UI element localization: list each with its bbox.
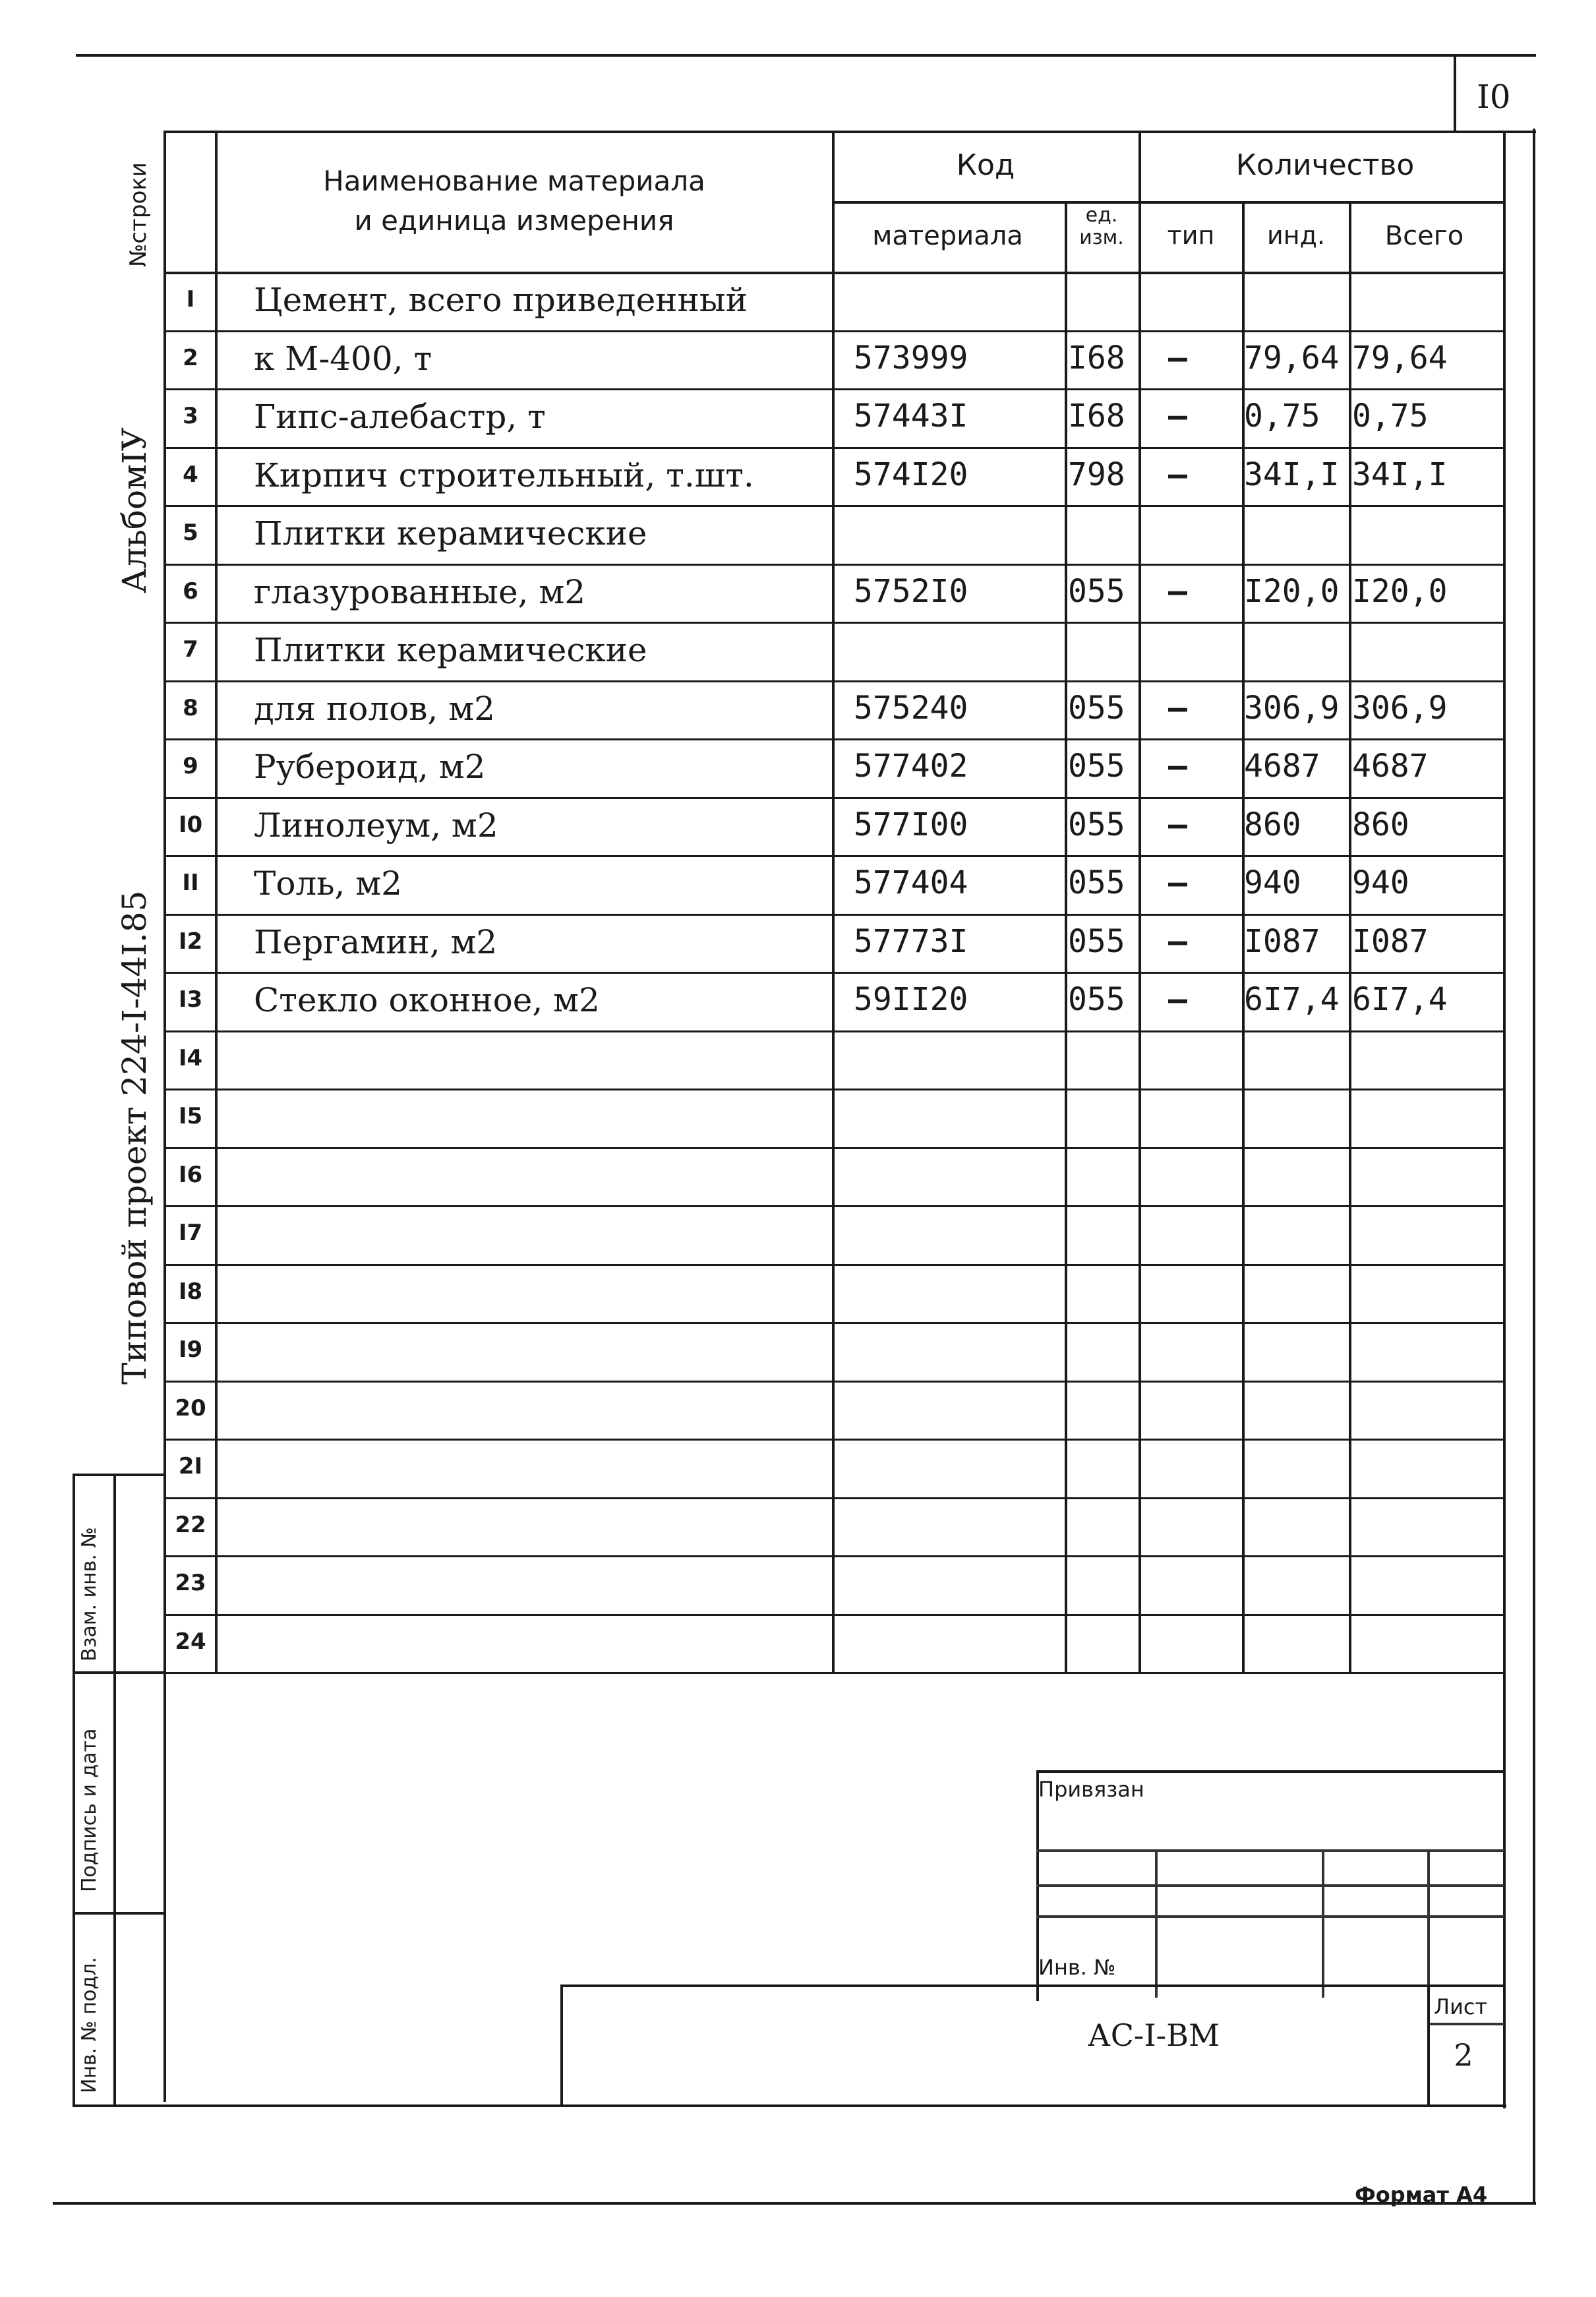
stamp-top-line [73, 1474, 165, 1476]
table-right-line [1503, 131, 1506, 2108]
material-name: Гипс-алебастр, т [254, 398, 546, 436]
header-name-line2: и единица измерения [354, 204, 674, 237]
qty-ind: 940 [1244, 864, 1301, 901]
row-number: 7 [183, 636, 198, 663]
material-name: Плитки керамические [254, 514, 647, 552]
header-name-line1: Наименование материала [323, 165, 705, 197]
material-code: 577I00 [854, 806, 968, 843]
row-number: 22 [175, 1511, 206, 1538]
qty-tip: – [1168, 689, 1187, 727]
row-number: I [186, 286, 195, 313]
material-name: к М-400, т [254, 339, 432, 378]
table-row [165, 622, 1503, 680]
qty-ind: 4687 [1244, 748, 1320, 785]
table-row [165, 1147, 1503, 1205]
material-code: 574I20 [854, 456, 968, 493]
table-row [165, 680, 1503, 738]
row-number: I6 [178, 1161, 203, 1188]
tb-line-1 [1036, 1849, 1504, 1852]
stamp-bottom-line [73, 2104, 1506, 2107]
row-number: 4 [183, 461, 198, 488]
material-code: 577402 [854, 748, 968, 785]
qty-ind: I087 [1244, 922, 1320, 960]
material-name: Толь, м2 [254, 864, 402, 903]
unit-code: 055 [1068, 572, 1125, 610]
unit-code: 798 [1068, 456, 1125, 493]
tb-list-left [1427, 1984, 1430, 2106]
table-row [165, 447, 1503, 505]
stamp-left-line [73, 1474, 75, 2106]
tb-inv-no: Инв. № [1038, 1955, 1116, 1980]
qty-total: 940 [1352, 864, 1409, 901]
header-tip: тип [1167, 221, 1215, 250]
tb-list-label: Лист [1434, 1994, 1488, 2019]
tb-list-value: 2 [1454, 2037, 1473, 2073]
unit-code: 055 [1068, 864, 1125, 901]
tb-col-2 [1322, 1849, 1324, 1998]
row-number: I5 [178, 1103, 203, 1129]
qty-ind: 6I7,4 [1244, 981, 1340, 1018]
qty-tip: – [1168, 922, 1187, 960]
material-name: Цемент, всего приведенный [254, 281, 748, 319]
tb-line-2 [1036, 1884, 1504, 1887]
row-number: II [182, 870, 199, 896]
row-number: 23 [175, 1570, 206, 1596]
table-row [165, 1439, 1503, 1497]
qty-tip: – [1168, 456, 1187, 493]
right-border-line [1533, 129, 1535, 2202]
tb-col-3 [1427, 1849, 1430, 1998]
header-vsego: Всего [1384, 221, 1464, 251]
material-code: 5752I0 [854, 572, 968, 610]
tb-privyazan: Привязан [1038, 1777, 1144, 1802]
qty-ind: 0,75 [1244, 398, 1320, 434]
qty-ind: I20,0 [1244, 572, 1340, 610]
tb-list-line [1427, 2023, 1504, 2025]
unit-code: I68 [1068, 339, 1125, 376]
row-number: 8 [183, 694, 198, 721]
unit-code: 055 [1068, 689, 1125, 727]
material-name: глазурованные, м2 [254, 572, 586, 611]
stamp-podpis-data: Подпись и дата [78, 1728, 101, 1892]
header-kolichestvo: Количество [1235, 148, 1415, 182]
unit-code: 055 [1068, 922, 1125, 960]
qty-tip: – [1168, 981, 1187, 1018]
qty-ind: 860 [1244, 806, 1301, 843]
qty-ind: 34I,I [1244, 456, 1340, 493]
table-row [165, 972, 1503, 1030]
table-row [165, 855, 1503, 913]
qty-total: 0,75 [1352, 398, 1429, 434]
material-name: Плитки керамические [254, 631, 647, 669]
header-kod: Код [956, 148, 1015, 182]
qty-tip: – [1168, 864, 1187, 901]
material-code: 59II20 [854, 981, 968, 1018]
material-name: Рубероид, м2 [254, 748, 486, 786]
qty-ind: 306,9 [1244, 689, 1340, 727]
table-row [165, 1030, 1503, 1089]
header-row-number: №строки [125, 162, 152, 267]
material-code: 577404 [854, 864, 968, 901]
row-number: 24 [175, 1628, 206, 1655]
sheet-number: I0 [1477, 78, 1511, 116]
qty-tip: – [1168, 339, 1187, 376]
tb-col-1 [1155, 1849, 1158, 1998]
table-row [165, 914, 1503, 972]
unit-code: I68 [1068, 398, 1125, 434]
top-border-line [76, 54, 1536, 57]
stamp-inv-podl: Инв. № подл. [78, 1957, 101, 2093]
tb-line-3 [1036, 1915, 1504, 1918]
material-name: для полов, м2 [254, 689, 495, 728]
material-code: 573999 [854, 339, 968, 376]
stamp-vzam-inv: Взам. инв. № [78, 1527, 101, 1661]
qty-total: 79,64 [1352, 339, 1448, 376]
row-number: 5 [183, 520, 198, 546]
unit-code: 055 [1068, 806, 1125, 843]
row-divider [163, 1672, 1505, 1674]
row-number: 20 [175, 1394, 206, 1421]
format-label: Формат А4 [1355, 2182, 1488, 2207]
qty-total: 34I,I [1352, 456, 1448, 493]
table-row [165, 388, 1503, 446]
table-row [165, 797, 1503, 855]
table-row [165, 738, 1503, 796]
header-ed-izm: ед. изм. [1079, 204, 1124, 249]
header-ind: инд. [1267, 221, 1325, 250]
qty-tip: – [1168, 748, 1187, 785]
row-number: I8 [178, 1278, 203, 1305]
row-number: 2I [178, 1453, 203, 1479]
material-name: Кирпич строительный, т.шт. [254, 456, 754, 494]
row-number: 3 [183, 403, 198, 429]
sheet-box-left [1454, 54, 1456, 133]
material-code: 575240 [854, 689, 968, 727]
table-row [165, 1497, 1503, 1555]
row-number: 6 [183, 578, 198, 605]
row-number: 9 [183, 753, 198, 779]
material-name: Пергамин, м2 [254, 922, 498, 961]
stamp-div1 [73, 1671, 165, 1674]
row-number: I2 [178, 928, 203, 955]
row-number: I9 [178, 1336, 203, 1363]
table-row [165, 1381, 1503, 1439]
side-album-label: АльбомIУ [115, 427, 154, 593]
qty-total: 860 [1352, 806, 1409, 843]
qty-total: 6I7,4 [1352, 981, 1448, 1018]
qty-total: I20,0 [1352, 572, 1448, 610]
qty-total: I087 [1352, 922, 1429, 960]
unit-code: 055 [1068, 981, 1125, 1018]
qty-tip: – [1168, 572, 1187, 610]
row-number: I3 [178, 986, 203, 1013]
table-row [165, 1264, 1503, 1322]
row-number: I0 [178, 811, 203, 838]
bottom-border-line [53, 2202, 1536, 2205]
qty-tip: – [1168, 806, 1187, 843]
row-number: 2 [183, 344, 198, 371]
side-project-label: Типовой проект 224-I-44I.85 [115, 890, 154, 1385]
material-code: 57443I [854, 398, 968, 434]
table-row [165, 1555, 1503, 1613]
row-number: I7 [178, 1220, 203, 1246]
header-mid-line [832, 201, 1504, 204]
qty-tip: – [1168, 398, 1187, 434]
table-row [165, 505, 1503, 563]
table-row [165, 1614, 1503, 1672]
stamp-div2 [73, 1912, 165, 1915]
qty-ind: 79,64 [1244, 339, 1340, 376]
table-row [165, 1089, 1503, 1147]
row-number: I4 [178, 1044, 203, 1071]
tb-document-code: АС-I-ВМ [1087, 2017, 1220, 2053]
header-material: материала [872, 221, 1023, 251]
unit-code: 055 [1068, 748, 1125, 785]
table-row [165, 564, 1503, 622]
qty-total: 306,9 [1352, 689, 1448, 727]
tb-main-line [560, 1984, 1504, 1987]
material-name: Стекло оконное, м2 [254, 981, 600, 1019]
table-row [165, 1205, 1503, 1263]
tb-main-left [560, 1984, 563, 2106]
material-code: 57773I [854, 922, 968, 960]
qty-total: 4687 [1352, 748, 1429, 785]
stamp-mid-line [113, 1474, 116, 2106]
material-name: Линолеум, м2 [254, 806, 498, 845]
table-row [165, 272, 1503, 330]
table-row [165, 1322, 1503, 1380]
tb-top-line [1036, 1770, 1504, 1773]
table-row [165, 330, 1503, 388]
